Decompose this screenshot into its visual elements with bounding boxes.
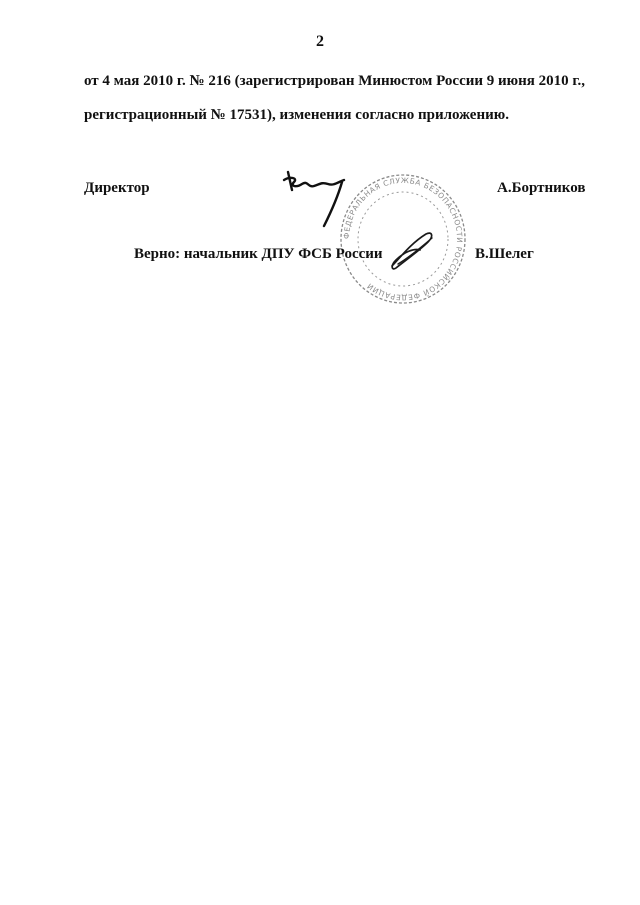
director-signature xyxy=(278,160,350,232)
svg-text:ФЕДЕРАЛЬНАЯ СЛУЖБА БЕЗОПАСНОСТ xyxy=(342,176,464,302)
page-number: 2 xyxy=(316,33,324,50)
certified-label: Верно: начальник ДПУ ФСБ России xyxy=(134,246,383,262)
director-label: Директор xyxy=(84,180,150,196)
certified-name: В.Шелег xyxy=(475,246,534,262)
certifier-signature xyxy=(386,228,438,274)
body-paragraph xyxy=(84,64,594,132)
paragraph-line-1: от 4 мая 2010 г. № 216 (зарегистрирован Минюстом России 9 июня 2010 г., xyxy=(84,73,586,89)
director-name: А.Бортников xyxy=(497,180,586,196)
official-stamp xyxy=(338,170,468,308)
stamp-ring-text: ФЕДЕРАЛЬНАЯ СЛУЖБА БЕЗОПАСНОСТИ РОССИЙСКОЙ ФЕДЕРАЦИИ xyxy=(341,175,465,303)
paragraph-line-2: регистрационный № 17531), изменения согласно приложению. xyxy=(84,107,509,123)
